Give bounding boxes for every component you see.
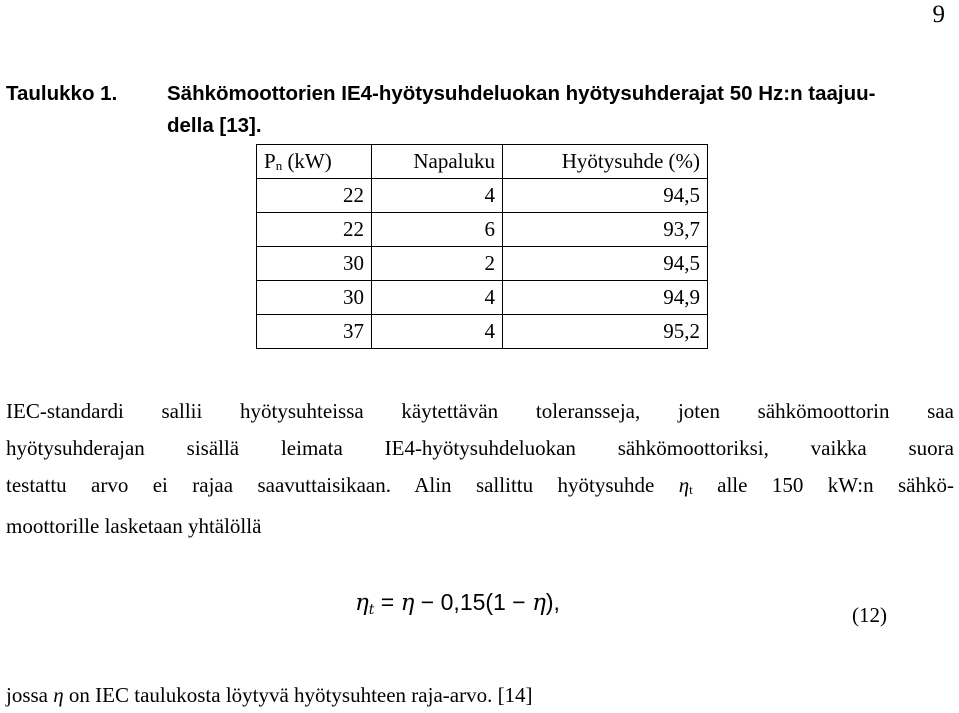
header-power-sub: n: [275, 158, 283, 173]
cell-power: 22: [257, 179, 372, 213]
eta-subscript: t: [689, 482, 693, 497]
table-row: [257, 281, 708, 315]
cell-poles: 4: [372, 281, 503, 315]
equation-rhs-eta2: η: [532, 590, 546, 616]
header-poles: Napaluku: [372, 145, 503, 179]
cell-efficiency: 95,2: [503, 315, 708, 349]
final-line: [6, 680, 533, 710]
equation-rhs-close: ),: [545, 589, 560, 615]
eta-symbol-final: η: [53, 683, 64, 707]
equation-lhs: η: [355, 590, 369, 616]
equation-equals: =: [374, 589, 401, 615]
header-power-prefix: P: [264, 149, 276, 173]
paragraph-line: moottorille lasketaan yhtälöllä: [6, 514, 262, 538]
efficiency-table: [256, 144, 708, 349]
cell-power: 37: [257, 315, 372, 349]
cell-poles: 4: [372, 315, 503, 349]
cell-power: 22: [257, 213, 372, 247]
table-header-row: [257, 145, 708, 179]
cell-power: 30: [257, 281, 372, 315]
cell-poles: 6: [372, 213, 503, 247]
body-paragraph: [6, 393, 954, 545]
equation-rhs-rest: − 0,15(1 −: [414, 589, 533, 615]
paragraph-line3-post: alle 150 kW:n sähkö-: [692, 473, 954, 497]
equation: [355, 582, 560, 630]
cell-efficiency: 94,9: [503, 281, 708, 315]
final-line-post: on IEC taulukosta löytyvä hyötysuhteen raja-arvo. [14]: [63, 683, 533, 707]
table-caption: [6, 78, 951, 142]
table-row: [257, 315, 708, 349]
paragraph-line: [6, 467, 954, 508]
final-line-pre: jossa: [6, 683, 54, 707]
caption-text-line2: della [13].: [167, 114, 262, 137]
cell-efficiency: 94,5: [503, 179, 708, 213]
header-power: [257, 145, 372, 179]
header-power-suffix: (kW): [282, 149, 332, 173]
cell-poles: 2: [372, 247, 503, 281]
paragraph-line: hyötysuhderajan sisällä leimata IE4-hyötysuhdeluokan sähkömoottoriksi, vaikka suora: [6, 436, 954, 460]
equation-lhs-sub: t: [368, 602, 375, 618]
cell-efficiency: 94,5: [503, 247, 708, 281]
header-efficiency: Hyötysuhde (%): [503, 145, 708, 179]
eta-symbol: η: [678, 473, 690, 497]
equation-rhs-eta: η: [400, 590, 415, 616]
caption-label: Taulukko 1.: [6, 82, 118, 105]
cell-power: 30: [257, 247, 372, 281]
table-row: [257, 213, 708, 247]
equation-number: (12): [852, 603, 887, 627]
paragraph-line3-pre: testattu arvo ei rajaa saavuttaisikaan. Alin sallittu hyötysuhde: [6, 473, 679, 497]
table-row: [257, 179, 708, 213]
paragraph-line: IEC-standardi sallii hyötysuhteissa käytettävän toleransseja, joten sähkömoottorin saa: [6, 399, 954, 423]
page-number: 9: [932, 1, 945, 28]
caption-text-line1: Sähkömoottorien IE4-hyötysuhdeluokan hyötysuhderajat 50 Hz:n taajuu-: [167, 82, 876, 105]
cell-poles: 4: [372, 179, 503, 213]
table-row: [257, 247, 708, 281]
cell-efficiency: 93,7: [503, 213, 708, 247]
